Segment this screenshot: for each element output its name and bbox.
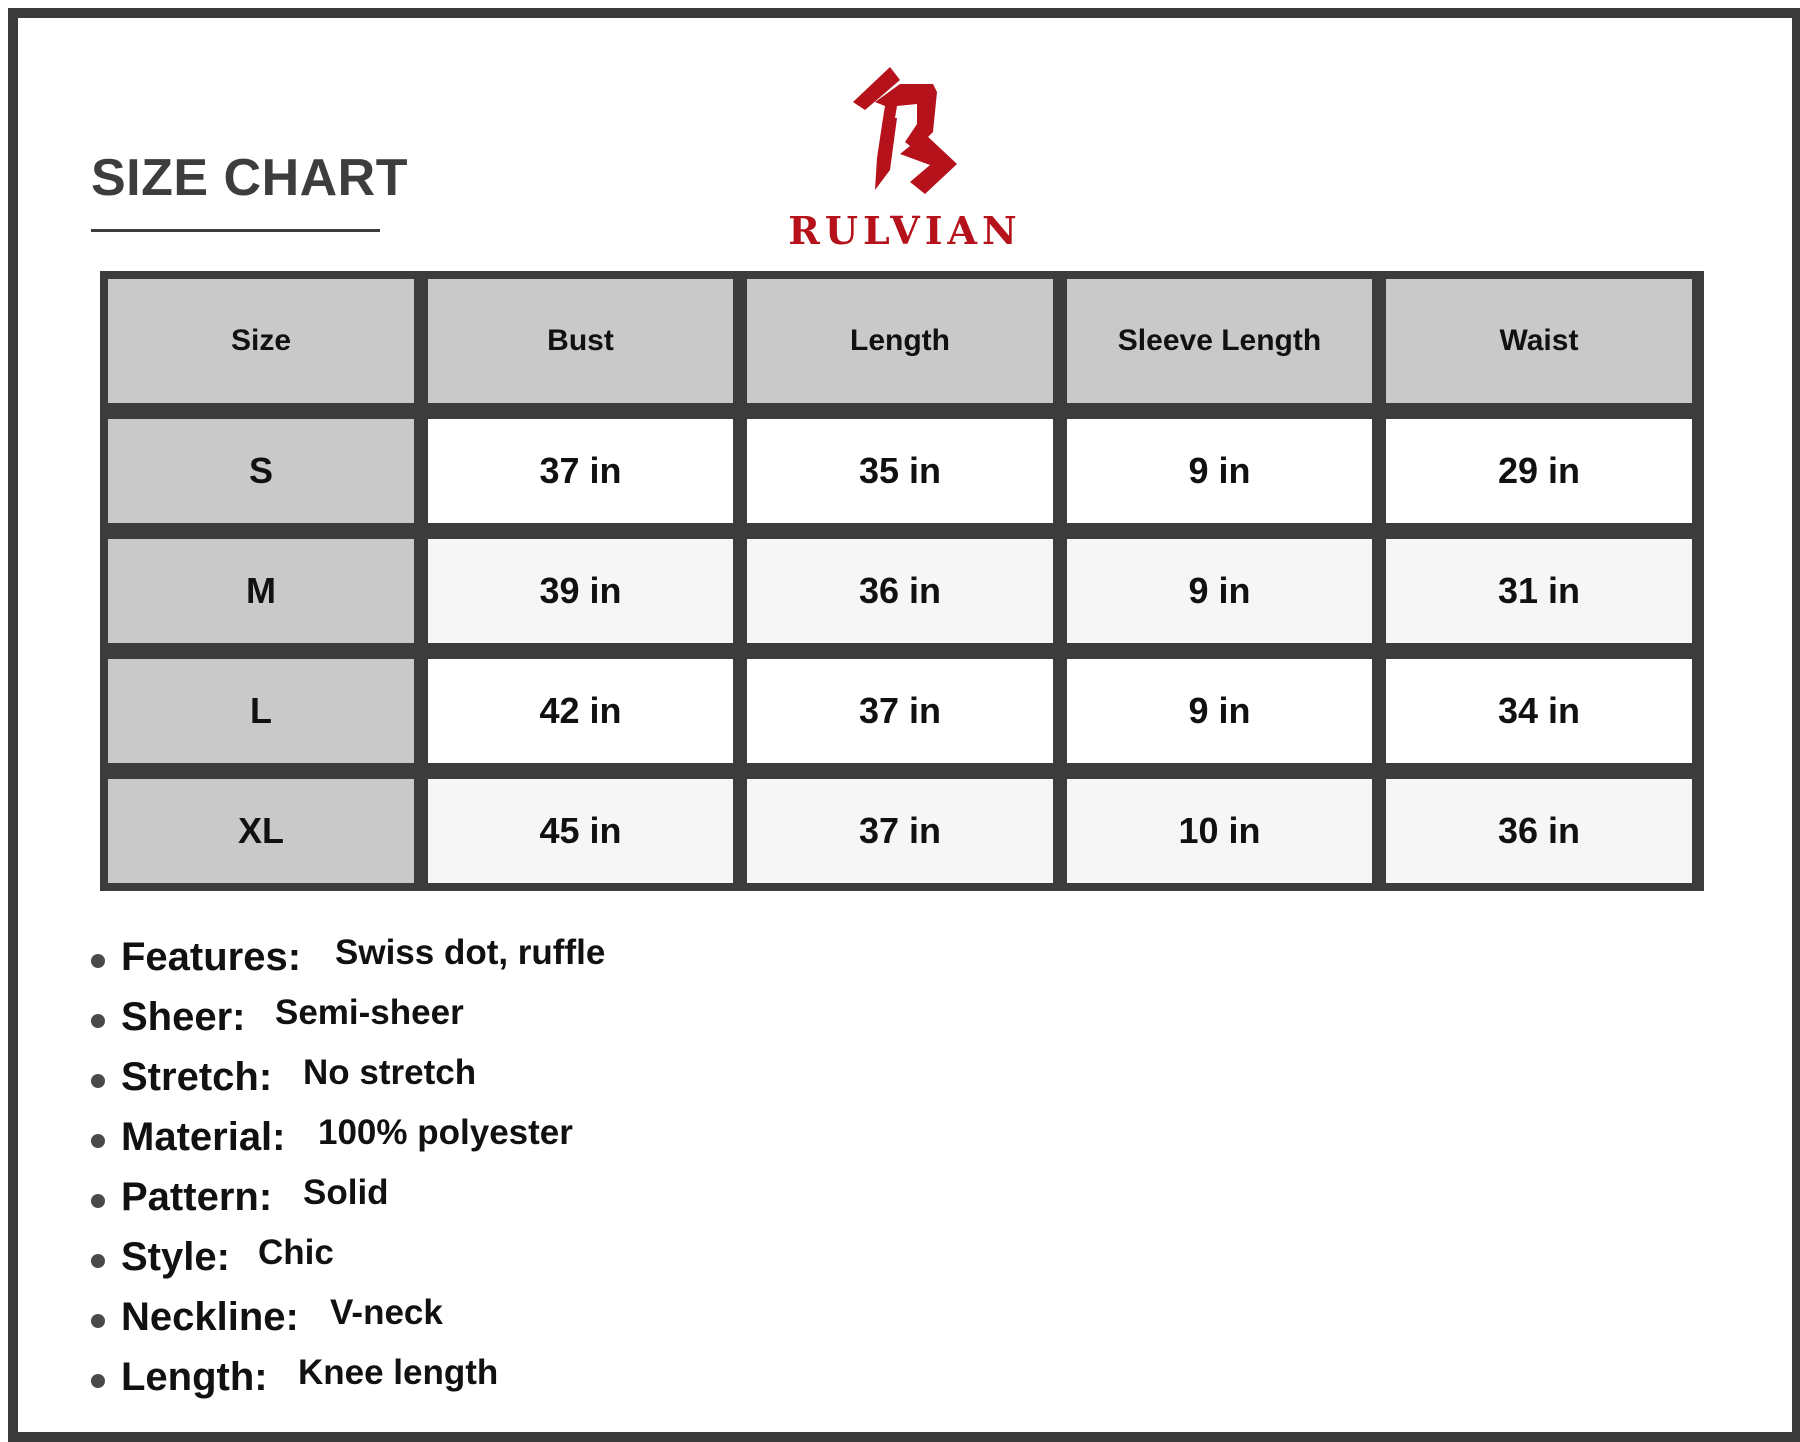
table-cell: 29 in xyxy=(1386,419,1692,523)
column-header: Sleeve Length xyxy=(1067,279,1372,403)
brand-name: RULVIAN xyxy=(788,208,1022,253)
table-cell: 36 in xyxy=(747,539,1053,643)
attribute-value: No stretch xyxy=(303,1053,477,1092)
page-title: SIZE CHART xyxy=(91,149,408,207)
size-label-cell: XL xyxy=(108,779,414,883)
attribute-label: Length: xyxy=(121,1355,268,1399)
column-header: Length xyxy=(747,279,1053,403)
table-cell: 31 in xyxy=(1386,539,1692,643)
attribute-value: Chic xyxy=(258,1233,334,1272)
attribute-label: Pattern: xyxy=(121,1175,273,1219)
table-cell: 36 in xyxy=(1386,779,1692,883)
table-cell: 9 in xyxy=(1067,659,1372,763)
column-header: Waist xyxy=(1386,279,1692,403)
title-underline xyxy=(91,229,380,232)
stylized-R-logo-icon xyxy=(845,62,965,202)
table-cell: 37 in xyxy=(428,419,733,523)
table-cell: 9 in xyxy=(1067,539,1372,643)
attribute-label: Style: xyxy=(121,1235,230,1279)
table-cell: 37 in xyxy=(747,779,1053,883)
column-header: Size xyxy=(108,279,414,403)
attribute-label: Sheer: xyxy=(121,995,246,1039)
bullet-icon xyxy=(91,1314,105,1328)
attribute-label: Features: xyxy=(121,935,302,979)
table-cell: 9 in xyxy=(1067,419,1372,523)
table-cell: 42 in xyxy=(428,659,733,763)
brand-logo xyxy=(770,62,1040,252)
attribute-label: Stretch: xyxy=(121,1055,273,1099)
size-label-cell: M xyxy=(108,539,414,643)
bullet-icon xyxy=(91,1194,105,1208)
attribute-value: Semi-sheer xyxy=(275,993,464,1032)
attribute-value: V-neck xyxy=(330,1293,443,1332)
attribute-value: 100% polyester xyxy=(318,1113,573,1152)
table-cell: 35 in xyxy=(747,419,1053,523)
attribute-value: Solid xyxy=(303,1173,389,1212)
bullet-icon xyxy=(91,1014,105,1028)
table-cell: 37 in xyxy=(747,659,1053,763)
table-cell: 10 in xyxy=(1067,779,1372,883)
attribute-label: Neckline: xyxy=(121,1295,299,1339)
column-header: Bust xyxy=(428,279,733,403)
attribute-label: Material: xyxy=(121,1115,286,1159)
attribute-value: Swiss dot, ruffle xyxy=(335,933,606,972)
attribute-value: Knee length xyxy=(298,1353,499,1392)
bullet-icon xyxy=(91,1134,105,1148)
bullet-icon xyxy=(91,954,105,968)
size-label-cell: L xyxy=(108,659,414,763)
table-cell: 34 in xyxy=(1386,659,1692,763)
bullet-icon xyxy=(91,1374,105,1388)
bullet-icon xyxy=(91,1254,105,1268)
size-chart-table xyxy=(100,271,1704,891)
table-cell: 45 in xyxy=(428,779,733,883)
size-label-cell: S xyxy=(108,419,414,523)
bullet-icon xyxy=(91,1074,105,1088)
table-cell: 39 in xyxy=(428,539,733,643)
